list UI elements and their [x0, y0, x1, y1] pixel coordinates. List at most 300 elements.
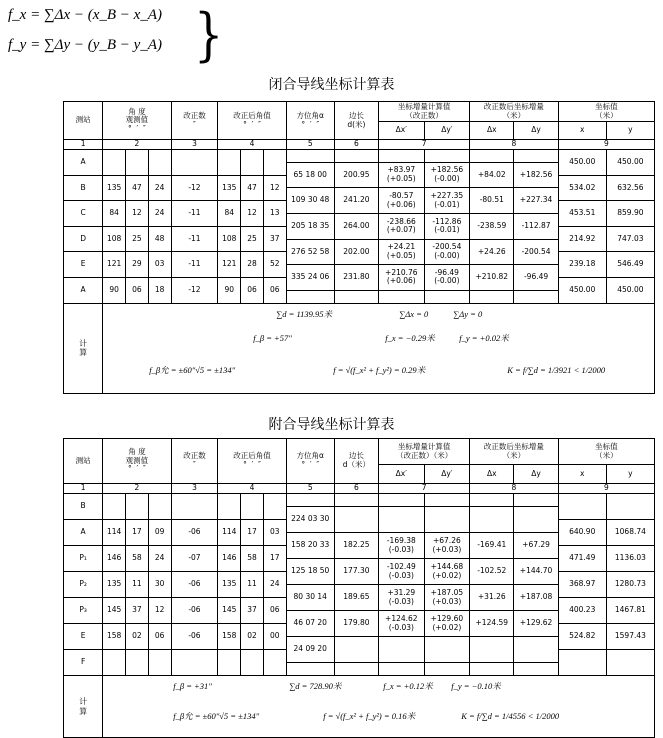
observed-seconds: 24	[148, 175, 171, 201]
header-azimuth	[286, 439, 334, 484]
header-observed-angle-unit: ° ′ ″	[127, 123, 146, 133]
station-name: P₂	[64, 572, 103, 598]
dx-corrected: -238.59	[470, 213, 514, 239]
dx-computed-value: -80.57	[389, 191, 414, 201]
dx-correction: (+0.05)	[386, 174, 416, 184]
observed-seconds: 24	[148, 201, 171, 227]
dx-corrected	[470, 637, 514, 663]
dy-correction: (+0.03)	[432, 596, 462, 606]
coordinate-y	[606, 650, 654, 676]
dx-computed	[379, 239, 425, 265]
fy-formula: f_y = ∑Δy − (y_B − y_A)	[8, 37, 162, 53]
column-number: 8	[470, 484, 559, 494]
empty-cell	[334, 494, 378, 507]
dy-correction: (+0.02)	[432, 570, 462, 580]
corrected-seconds: 06	[263, 277, 286, 303]
corrected-seconds: 17	[263, 546, 286, 572]
corrected-seconds	[263, 150, 286, 176]
corrected-degrees: 84	[218, 201, 241, 227]
azimuth: 24 09 20	[286, 637, 334, 663]
column-number: 9	[558, 484, 654, 494]
observed-minutes: 25	[125, 226, 148, 252]
dx-corrected: +24.26	[470, 239, 514, 265]
angle-correction: -07	[171, 546, 218, 572]
observed-degrees	[103, 150, 126, 176]
corrected-degrees	[218, 494, 241, 520]
observed-minutes: 02	[125, 624, 148, 650]
observed-minutes: 47	[125, 175, 148, 201]
observed-seconds: 03	[148, 252, 171, 278]
station-name: D	[64, 226, 103, 252]
empty-cell	[424, 494, 470, 507]
dy-corrected: +129.62	[514, 611, 558, 637]
header-dx-prime: Δx′	[379, 122, 425, 140]
dy-computed	[424, 213, 470, 239]
corrected-minutes: 37	[241, 598, 264, 624]
coordinate-y: 1136.03	[606, 546, 654, 572]
column-number: 1	[64, 484, 103, 494]
header-station: 测站	[64, 102, 103, 140]
corrected-minutes: 02	[241, 624, 264, 650]
dx-correction: (-0.03)	[388, 596, 414, 606]
corrected-degrees: 146	[218, 546, 241, 572]
dy-computed-value: +187.05	[430, 587, 464, 597]
empty-cell	[286, 290, 334, 303]
fy-value: f_y = −0.10米	[451, 681, 501, 691]
angular-misclosure: f_β = +57″	[253, 332, 292, 343]
corrected-degrees: 90	[218, 277, 241, 303]
dx-computed	[379, 585, 425, 611]
station-name: C	[64, 201, 103, 227]
header-correction-label: 改正数	[183, 110, 206, 120]
dy-correction: (-0.00)	[434, 250, 460, 260]
dy-computed-value: -200.54	[432, 242, 462, 252]
observed-degrees: 135	[103, 175, 126, 201]
side-length: 200.95	[334, 162, 378, 188]
column-number: 4	[218, 140, 286, 150]
empty-cell	[334, 663, 378, 676]
corrected-minutes	[241, 650, 264, 676]
dy-correction: (-0.01)	[434, 199, 460, 209]
dx-corrected: +210.82	[470, 265, 514, 291]
azimuth: 224 03 30	[286, 507, 334, 533]
observed-minutes: 37	[125, 598, 148, 624]
header-observed-angle	[103, 439, 171, 484]
fx-value: f_x = +0.12米	[383, 681, 433, 691]
observed-degrees: 90	[103, 277, 126, 303]
corrected-seconds: 06	[263, 598, 286, 624]
empty-cell	[379, 290, 425, 303]
corrected-seconds: 03	[263, 520, 286, 546]
corrected-seconds: 00	[263, 624, 286, 650]
angle-correction: -06	[171, 572, 218, 598]
empty-cell	[470, 150, 514, 163]
header-x: x	[558, 465, 606, 484]
dx-corrected: -102.52	[470, 559, 514, 585]
header-correction	[171, 439, 218, 484]
station-name: E	[64, 624, 103, 650]
dy-corrected: +144.70	[514, 559, 558, 585]
observed-seconds	[148, 494, 171, 520]
side-length: 182.25	[334, 533, 378, 559]
header-row	[64, 102, 655, 122]
header-calc-increment: 坐标增量计算值 （改正数）（米）	[379, 439, 470, 465]
corrected-seconds	[263, 650, 286, 676]
observed-seconds: 12	[148, 598, 171, 624]
column-number: 6	[334, 484, 378, 494]
observed-seconds: 24	[148, 546, 171, 572]
dx-correction: (+0.05)	[386, 250, 416, 260]
dx-corrected: +124.59	[470, 611, 514, 637]
observed-seconds	[148, 150, 171, 176]
table-row	[64, 150, 655, 163]
observed-degrees: 135	[103, 572, 126, 598]
total-misclosure: f = √(f_x² + f_y²) = 0.16米	[323, 711, 416, 721]
corrected-seconds: 12	[263, 175, 286, 201]
dx-corrected: -80.51	[470, 188, 514, 214]
corrected-degrees: 158	[218, 624, 241, 650]
azimuth: 276 52 58	[286, 239, 334, 265]
header-corrected-increment: 改正数后坐标增量 （米）	[470, 439, 559, 465]
corrected-degrees: 135	[218, 572, 241, 598]
calculation-row	[64, 303, 655, 393]
dx-computed	[379, 188, 425, 214]
column-number: 6	[334, 140, 378, 150]
dx-correction: (-0.03)	[388, 544, 414, 554]
angle-correction: -11	[171, 252, 218, 278]
dx-computed-value: -102.49	[386, 561, 416, 571]
corrected-minutes: 12	[241, 201, 264, 227]
dy-correction: (-0.00)	[434, 174, 460, 184]
dy-computed	[424, 611, 470, 637]
angle-correction: -12	[171, 277, 218, 303]
coordinate-x: 450.00	[558, 277, 606, 303]
dy-correction: (+0.02)	[432, 622, 462, 632]
calculation-label: 计 算	[64, 676, 103, 738]
observed-degrees: 121	[103, 252, 126, 278]
observed-seconds: 18	[148, 277, 171, 303]
station-name: B	[64, 175, 103, 201]
fx-value: f_x = −0.29米	[385, 332, 435, 343]
dy-corrected: +187.08	[514, 585, 558, 611]
coordinate-x: 534.02	[558, 175, 606, 201]
observed-degrees	[103, 650, 126, 676]
calculation-row	[64, 676, 655, 738]
corrected-minutes	[241, 150, 264, 176]
relative-precision: K = f/∑d = 1/3921 < 1/2000	[507, 364, 606, 375]
closed-traverse-table	[63, 101, 655, 394]
column-number: 3	[171, 484, 218, 494]
dy-computed-value: -112.86	[432, 216, 462, 226]
angular-misclosure: f_β = +31″	[173, 681, 212, 691]
dy-computed	[424, 507, 470, 533]
angle-correction: -06	[171, 624, 218, 650]
header-coordinates: 坐标值 （米）	[558, 102, 654, 122]
header-azimuth-label: 方位角α	[296, 110, 324, 120]
dy-computed	[424, 162, 470, 188]
dx-computed	[379, 637, 425, 663]
observed-degrees: 84	[103, 201, 126, 227]
observed-seconds	[148, 650, 171, 676]
side-length: 231.80	[334, 265, 378, 291]
corrected-minutes	[241, 494, 264, 520]
side-length	[334, 637, 378, 663]
empty-cell	[379, 494, 425, 507]
allowed-misclosure: f_β允 = ±60″√5 = ±134″	[173, 711, 260, 721]
dx-computed-value: +24.21	[387, 242, 416, 252]
sum-dy: ∑Δy = 0	[453, 308, 483, 319]
corrected-seconds: 52	[263, 252, 286, 278]
calculation-area	[103, 676, 655, 738]
side-length: 179.80	[334, 611, 378, 637]
header-coordinates: 坐标值 （米）	[558, 439, 654, 465]
observed-minutes: 58	[125, 546, 148, 572]
observed-degrees	[103, 494, 126, 520]
fy-value: f_y = +0.02米	[459, 332, 509, 343]
header-azimuth-unit: ° ′ ″	[301, 460, 320, 469]
coordinate-y: 546.49	[606, 252, 654, 278]
sum-distance: ∑d = 728.90米	[289, 681, 342, 691]
dx-computed	[379, 533, 425, 559]
dy-corrected: -200.54	[514, 239, 558, 265]
corrected-seconds: 24	[263, 572, 286, 598]
observed-minutes: 29	[125, 252, 148, 278]
azimuth: 65 18 00	[286, 162, 334, 188]
corrected-minutes: 11	[241, 572, 264, 598]
table-row	[64, 494, 655, 507]
observed-minutes	[125, 494, 148, 520]
angle-correction: -11	[171, 226, 218, 252]
header-dx: Δx	[470, 465, 514, 484]
misclosure-formulas	[8, 0, 224, 68]
observed-degrees: 108	[103, 226, 126, 252]
calculation-label: 计 算	[64, 303, 103, 393]
angle-correction	[171, 150, 218, 176]
dy-computed-value: +144.68	[430, 561, 464, 571]
angle-correction: -11	[171, 201, 218, 227]
side-length: 241.20	[334, 188, 378, 214]
station-name: A	[64, 150, 103, 176]
dy-corrected: +182.56	[514, 162, 558, 188]
dx-computed	[379, 559, 425, 585]
empty-cell	[424, 150, 470, 163]
corrected-minutes: 17	[241, 520, 264, 546]
dy-correction: (-0.01)	[434, 225, 460, 235]
column-number: 5	[286, 140, 334, 150]
dy-computed-value: +67.26	[432, 535, 461, 545]
dx-computed-value: +124.62	[385, 613, 418, 623]
dy-corrected: -112.87	[514, 213, 558, 239]
relative-precision: K = f/∑d = 1/4556 < 1/2000	[461, 711, 560, 721]
observed-degrees: 114	[103, 520, 126, 546]
header-row	[64, 439, 655, 465]
dx-computed	[379, 265, 425, 291]
column-number: 8	[470, 140, 559, 150]
header-corrected-angle-unit: ° ′ ″	[243, 460, 261, 469]
header-dy-prime: Δy′	[424, 465, 470, 484]
corrected-minutes: 06	[241, 277, 264, 303]
azimuth: 46 07 20	[286, 611, 334, 637]
observed-minutes: 06	[125, 277, 148, 303]
azimuth: 335 24 06	[286, 265, 334, 291]
header-corrected-angle	[218, 439, 286, 484]
azimuth: 109 30 48	[286, 188, 334, 214]
coordinate-x: 640.90	[558, 520, 606, 546]
dy-computed-value: +182.56	[430, 165, 464, 175]
coordinate-x	[558, 494, 606, 520]
observed-minutes: 12	[125, 201, 148, 227]
dx-computed	[379, 162, 425, 188]
station-name: P₃	[64, 598, 103, 624]
dx-computed-value: -238.66	[386, 216, 416, 226]
observed-seconds: 48	[148, 226, 171, 252]
coordinate-y: 859.90	[606, 201, 654, 227]
column-number: 2	[103, 484, 171, 494]
side-length	[334, 507, 378, 533]
header-y: y	[606, 465, 654, 484]
corrected-degrees: 108	[218, 226, 241, 252]
side-length: 202.00	[334, 239, 378, 265]
corrected-minutes: 28	[241, 252, 264, 278]
dy-computed	[424, 188, 470, 214]
header-correction-unit: ″	[193, 460, 196, 469]
dy-computed-value: +129.60	[430, 613, 464, 623]
dy-corrected: +67.29	[514, 533, 558, 559]
coordinate-y: 450.00	[606, 277, 654, 303]
coordinate-y: 747.03	[606, 226, 654, 252]
empty-cell	[424, 663, 470, 676]
header-correction-label: 改正数	[183, 451, 206, 461]
azimuth: 80 30 14	[286, 585, 334, 611]
observed-minutes	[125, 150, 148, 176]
empty-cell	[514, 290, 558, 303]
dx-computed-value: +210.76	[385, 267, 418, 277]
calculation-area	[103, 303, 655, 393]
station-name: A	[64, 520, 103, 546]
observed-minutes: 11	[125, 572, 148, 598]
angle-correction	[171, 650, 218, 676]
dx-computed	[379, 507, 425, 533]
corrected-degrees	[218, 650, 241, 676]
header-azimuth-label: 方位角α	[296, 451, 324, 461]
dx-computed	[379, 611, 425, 637]
header-observed-angle-label: 角 度 观测值	[125, 106, 149, 125]
dx-computed-value: +31.29	[387, 587, 416, 597]
corrected-minutes: 58	[241, 546, 264, 572]
corrected-minutes: 47	[241, 175, 264, 201]
empty-cell	[470, 494, 514, 507]
brace-icon: }	[194, 0, 224, 68]
attached-table-title: 附合导线坐标计算表	[268, 417, 395, 433]
column-number: 1	[64, 140, 103, 150]
closed-table-title: 闭合导线坐标计算表	[268, 77, 395, 93]
dx-correction: (+0.06)	[386, 276, 416, 286]
header-dx: Δx	[470, 122, 514, 140]
coordinate-y: 1280.73	[606, 572, 654, 598]
dx-correction: (+0.06)	[386, 199, 416, 209]
empty-cell	[470, 663, 514, 676]
dy-computed	[424, 265, 470, 291]
column-number: 3	[171, 140, 218, 150]
coordinate-x: 453.51	[558, 201, 606, 227]
column-number: 4	[218, 484, 286, 494]
header-side-length: 边长 d(米)	[334, 102, 378, 140]
header-side-length: 边长 d（米）	[334, 439, 378, 484]
empty-cell	[470, 290, 514, 303]
station-name: P₁	[64, 546, 103, 572]
station-name: E	[64, 252, 103, 278]
station-name: F	[64, 650, 103, 676]
dx-computed-value: -169.38	[386, 535, 416, 545]
observed-degrees: 158	[103, 624, 126, 650]
coordinate-x: 471.49	[558, 546, 606, 572]
dy-corrected	[514, 637, 558, 663]
dx-computed	[379, 213, 425, 239]
observed-minutes: 17	[125, 520, 148, 546]
column-number-row	[64, 140, 655, 150]
angle-correction: -12	[171, 175, 218, 201]
coordinate-x: 400.23	[558, 598, 606, 624]
dy-corrected: +227.34	[514, 188, 558, 214]
azimuth: 205 18 35	[286, 213, 334, 239]
header-calc-increment: 坐标增量计算值 （改正数）	[379, 102, 470, 122]
dx-corrected	[470, 507, 514, 533]
angle-correction	[171, 494, 218, 520]
fx-formula: f_x = ∑Δx − (x_B − x_A)	[8, 7, 162, 23]
corrected-seconds: 37	[263, 226, 286, 252]
header-dx-prime: Δx′	[379, 465, 425, 484]
header-correction-unit: ″	[193, 119, 196, 129]
empty-cell	[286, 663, 334, 676]
coordinate-y: 450.00	[606, 150, 654, 176]
azimuth: 158 20 33	[286, 533, 334, 559]
observed-seconds: 30	[148, 572, 171, 598]
coordinate-y: 1467.81	[606, 598, 654, 624]
dy-computed	[424, 533, 470, 559]
corrected-degrees	[218, 150, 241, 176]
coordinate-x: 368.97	[558, 572, 606, 598]
dy-correction: (+0.03)	[432, 544, 462, 554]
coordinate-x	[558, 650, 606, 676]
header-observed-angle-unit: ° ′ ″	[127, 464, 146, 474]
empty-cell	[379, 150, 425, 163]
side-length: 177.30	[334, 559, 378, 585]
corrected-seconds: 13	[263, 201, 286, 227]
header-azimuth	[286, 102, 334, 140]
observed-seconds: 09	[148, 520, 171, 546]
observed-minutes	[125, 650, 148, 676]
attached-traverse-table	[63, 438, 655, 738]
dy-computed	[424, 585, 470, 611]
station-name: B	[64, 494, 103, 520]
column-number: 5	[286, 484, 334, 494]
dy-computed	[424, 559, 470, 585]
header-corrected-angle	[218, 102, 286, 140]
header-dy: Δy	[514, 122, 558, 140]
corrected-minutes: 25	[241, 226, 264, 252]
total-misclosure: f = √(f_x² + f_y²) = 0.29米	[333, 364, 426, 375]
header-observed-angle-label: 角 度 观测值	[125, 447, 149, 465]
coordinate-y	[606, 494, 654, 520]
header-corrected-angle-unit: ° ′ ″	[243, 119, 261, 129]
header-correction	[171, 102, 218, 140]
empty-cell	[334, 150, 378, 163]
corrected-degrees: 135	[218, 175, 241, 201]
header-x: x	[558, 122, 606, 140]
empty-cell	[514, 663, 558, 676]
header-dy: Δy	[514, 465, 558, 484]
station-name: A	[64, 277, 103, 303]
